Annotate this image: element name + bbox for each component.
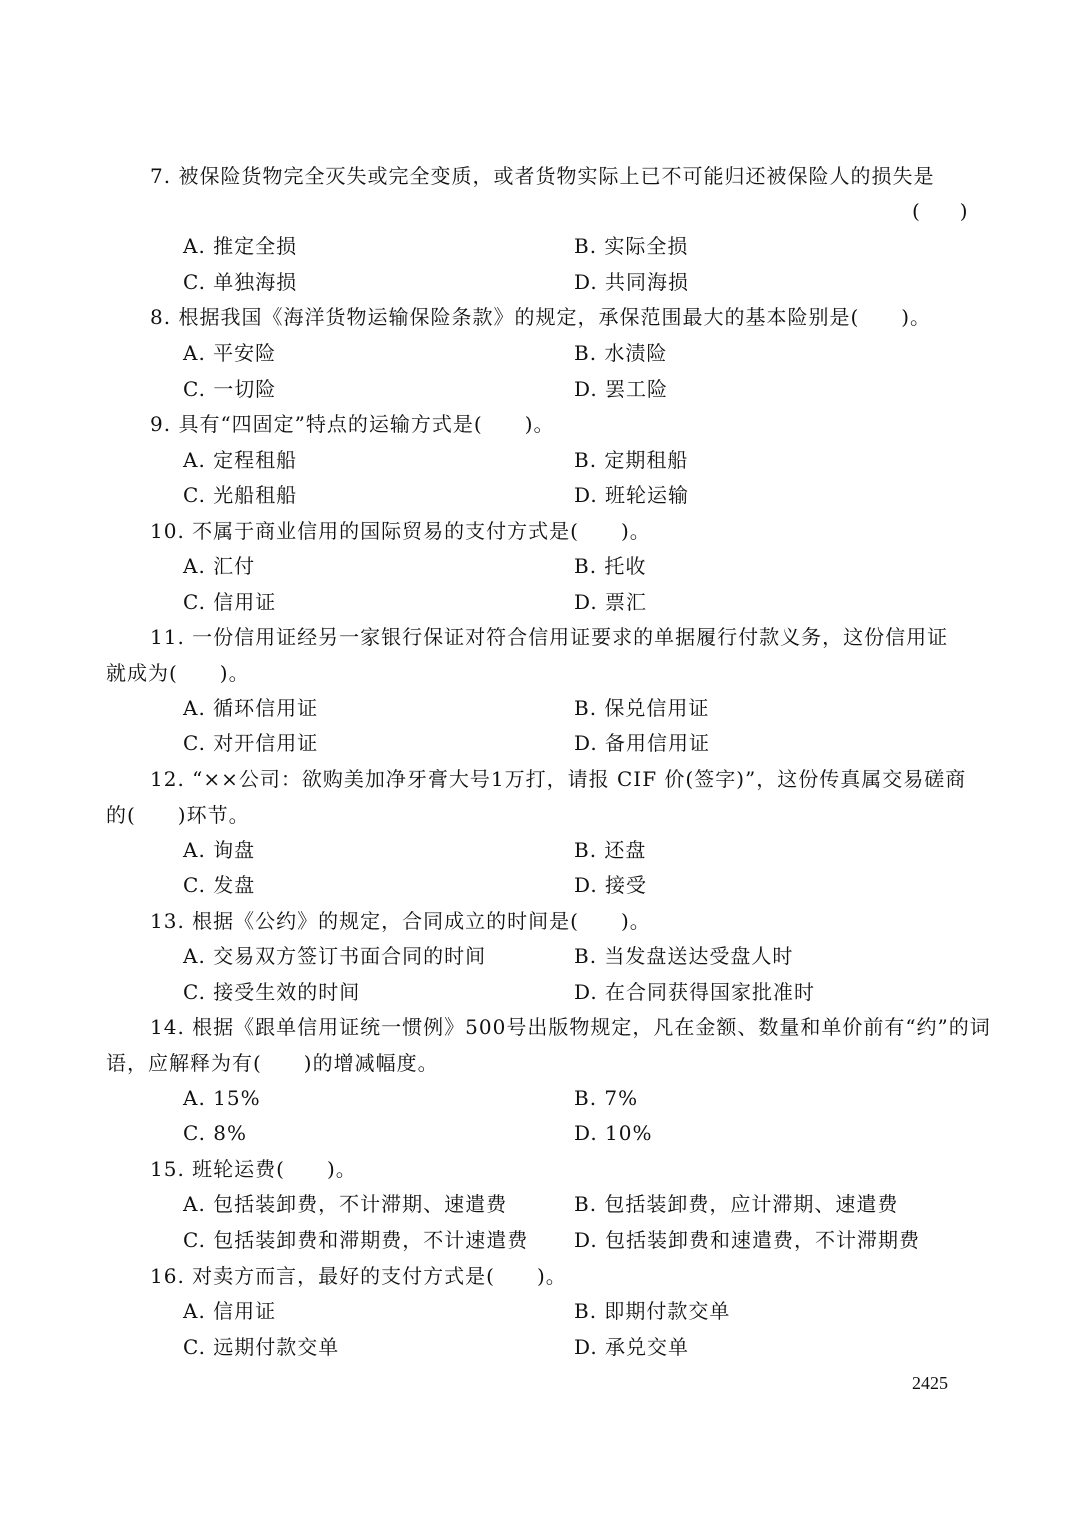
q7-option-c: C. 单独海损 (183, 270, 298, 294)
question-16-text: 16. 对卖方而言，最好的支付方式是( )。 (150, 1264, 567, 1288)
question-13-text: 13. 根据《公约》的规定，合同成立的时间是( )。 (150, 909, 651, 933)
q13-option-a: A. 交易双方签订书面合同的时间 (183, 944, 487, 968)
q8-option-b: B. 水渍险 (574, 341, 668, 365)
q16-option-a: A. 信用证 (183, 1299, 277, 1323)
question-14-text-line-2: 语，应解释为有( )的增减幅度。 (106, 1051, 439, 1075)
question-9-text: 9. 具有“四固定”特点的运输方式是( )。 (150, 412, 555, 436)
q7-option-a: A. 推定全损 (183, 234, 298, 258)
q13-option-c: C. 接受生效的时间 (183, 980, 361, 1004)
q9-option-d: D. 班轮运输 (574, 483, 690, 507)
q11-option-b: B. 保兑信用证 (574, 696, 710, 720)
q7-option-b: B. 实际全损 (574, 234, 689, 258)
q12-option-a: A. 询盘 (183, 838, 256, 862)
question-8-text: 8. 根据我国《海洋货物运输保险条款》的规定，承保范围最大的基本险别是( )。 (150, 305, 932, 329)
question-11-text-line-1: 11. 一份信用证经另一家银行保证对符合信用证要求的单据履行付款义务，这份信用证 (150, 625, 949, 649)
q12-option-b: B. 还盘 (574, 838, 647, 862)
q14-option-d: D. 10% (574, 1121, 653, 1145)
q13-option-b: B. 当发盘送达受盘人时 (574, 944, 794, 968)
question-11-text-line-2: 就成为( )。 (106, 661, 250, 685)
question-7-answer-blank: ( ) (912, 199, 968, 223)
q16-option-b: B. 即期付款交单 (574, 1299, 731, 1323)
q8-option-d: D. 罢工险 (574, 377, 669, 401)
question-7-text: 7. 被保险货物完全灭失或完全变质，或者货物实际上已不可能归还被保险人的损失是 (150, 164, 935, 188)
q12-option-c: C. 发盘 (183, 873, 256, 897)
q10-option-c: C. 信用证 (183, 590, 277, 614)
q11-option-a: A. 循环信用证 (183, 696, 319, 720)
q9-option-c: C. 光船租船 (183, 483, 298, 507)
q10-option-d: D. 票汇 (574, 590, 648, 614)
q9-option-b: B. 定期租船 (574, 448, 689, 472)
question-15-text: 15. 班轮运费( )。 (150, 1157, 357, 1181)
q14-option-a: A. 15% (183, 1086, 261, 1110)
q10-option-a: A. 汇付 (183, 554, 256, 578)
page-number: 2425 (912, 1373, 948, 1393)
q8-option-c: C. 一切险 (183, 377, 277, 401)
q16-option-d: D. 承兑交单 (574, 1335, 690, 1359)
question-12-text-line-2: 的( )环节。 (106, 803, 250, 827)
q14-option-b: B. 7% (574, 1086, 639, 1110)
q8-option-a: A. 平安险 (183, 341, 277, 365)
q9-option-a: A. 定程租船 (183, 448, 298, 472)
q14-option-c: C. 8% (183, 1121, 248, 1145)
q11-option-c: C. 对开信用证 (183, 731, 319, 755)
q15-option-b: B. 包括装卸费，应计滞期、速遣费 (574, 1192, 899, 1216)
q16-option-c: C. 远期付款交单 (183, 1335, 340, 1359)
q15-option-c: C. 包括装卸费和滞期费，不计速遣费 (183, 1228, 529, 1252)
q13-option-d: D. 在合同获得国家批准时 (574, 980, 816, 1004)
q7-option-d: D. 共同海损 (574, 270, 690, 294)
q10-option-b: B. 托收 (574, 554, 647, 578)
q15-option-d: D. 包括装卸费和速遣费，不计滞期费 (574, 1228, 921, 1252)
question-14-text-line-1: 14. 根据《跟单信用证统一惯例》500号出版物规定，凡在金额、数量和单价前有“约”的词 (150, 1015, 991, 1039)
q12-option-d: D. 接受 (574, 873, 648, 897)
q11-option-d: D. 备用信用证 (574, 731, 711, 755)
question-12-text-line-1: 12. “××公司：欲购美加净牙膏大号1万打，请报 CIF 价(签字)”，这份传真属交易磋商 (150, 767, 967, 791)
q15-option-a: A. 包括装卸费，不计滞期、速遣费 (183, 1192, 508, 1216)
question-10-text: 10. 不属于商业信用的国际贸易的支付方式是( )。 (150, 519, 651, 543)
